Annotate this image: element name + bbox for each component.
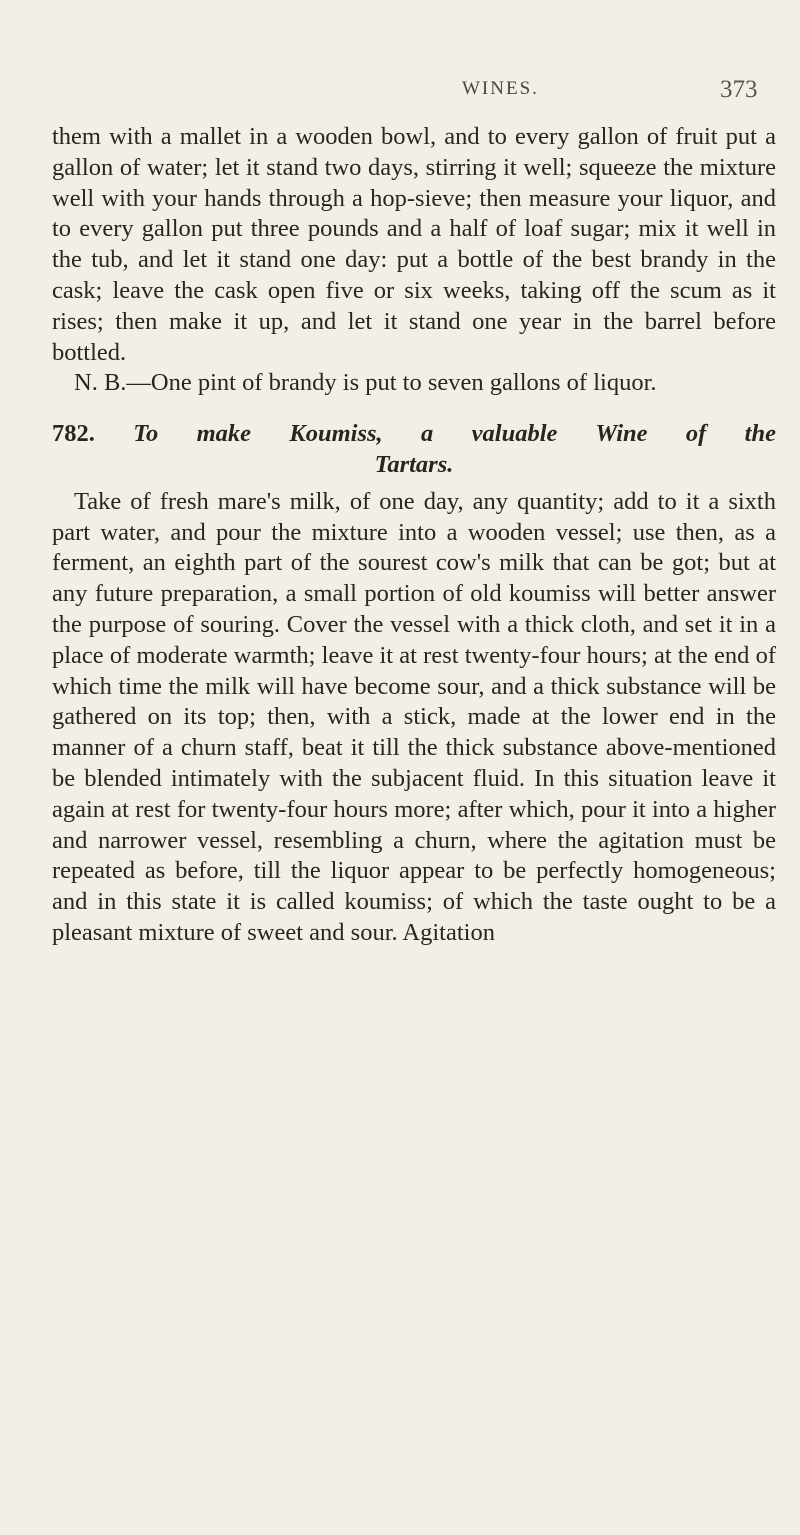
- recipe-body-paragraph: Take of fresh mare's milk, of one day, any quantity; add to it a sixth part water, and pour the mixture into a wooden vessel; use then, as a ferment, an eighth part of the sourest cow's milk that can be got; but at any future preparation, a small portion of old koumiss will better answer the purpose of souring. Cover the vessel with a thick cloth, and set it in a place of moderate warmth; leave it at rest twenty-four hours; at the end of which time the milk will have become sour, and a thick substance will be gathered on its top; then, with a stick, made at the lower end in the manner of a churn staff, beat it till the thick substance above-mentioned be blended intimately with the subjacent fluid. In this situation leave it again at rest for twenty-four hours more; after which, pour it into a higher and narrower vessel, resembling a churn, where the agitation must be repeated as before, till the liquor appear to be perfectly homogeneous; and in this state it is called koumiss; of which the taste ought to be a pleasant mixture of sweet and sour. Agitation: [52, 487, 776, 946]
- body-text: [52, 122, 776, 949]
- running-head: [0, 78, 800, 108]
- recipe-title-line-1: To make Koumiss, a valuable Wine of the: [133, 420, 776, 448]
- running-title: WINES.: [462, 78, 539, 99]
- recipe-heading-line-1: [52, 419, 776, 450]
- nota-bene-note: N. B.—One pint of brandy is put to seven gallons of liquor.: [74, 369, 657, 397]
- recipe-heading: [52, 419, 776, 481]
- page-number: 373: [720, 76, 758, 103]
- continuation-paragraph: them with a mallet in a wooden bowl, and to every gallon of fruit put a gallon of water; let it stand two days, stirring it well; squeeze the mixture well with your hands through a hop-sieve; then measure your liquor, and to every gallon put three pounds and a half of loaf sugar; mix it well in the tub, and let it stand one day: put a bottle of the best brandy in the cask; leave the cask open five or six weeks, taking off the scum as it rises; then make it up, and let it stand one year in the barrel before bottled.: [52, 123, 776, 366]
- recipe-number: 782.: [52, 420, 95, 448]
- recipe-title-line-2: Tartars.: [374, 450, 454, 478]
